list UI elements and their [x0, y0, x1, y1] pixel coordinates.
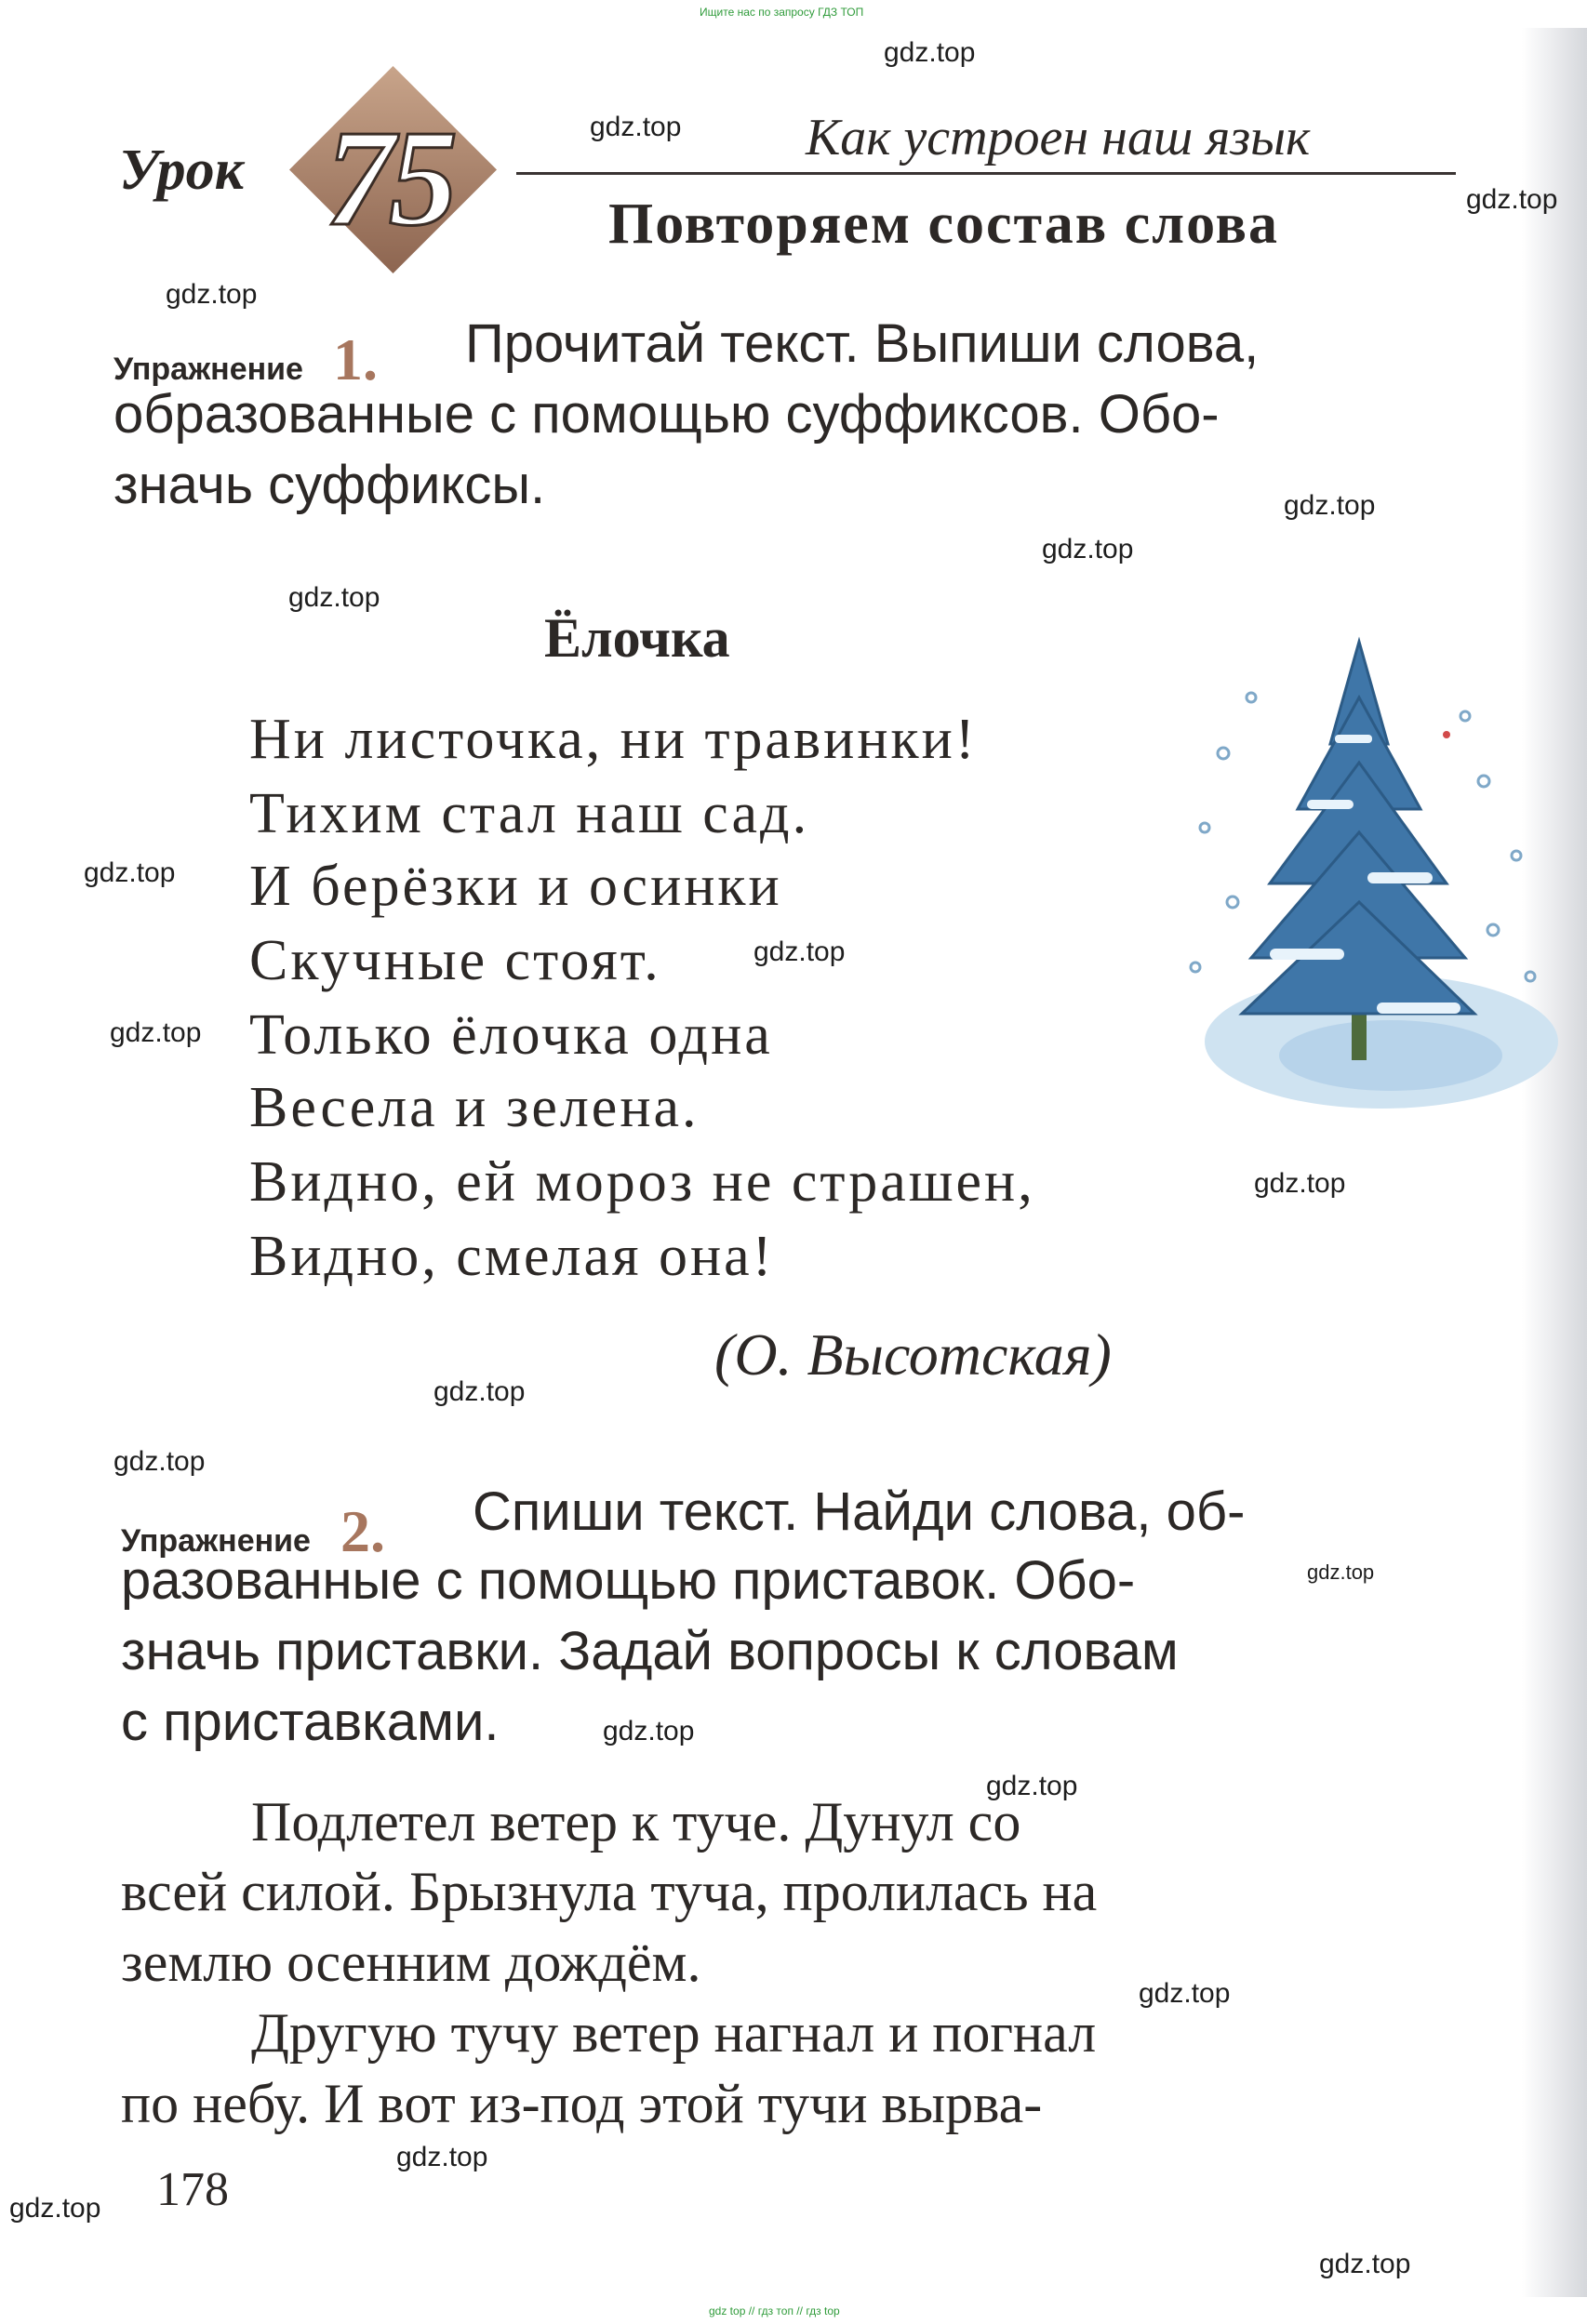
watermark: gdz.top — [753, 936, 846, 967]
poem-line: Видно, смелая она! — [249, 1225, 775, 1288]
bottom-link[interactable]: гдз top — [806, 2304, 840, 2317]
watermark: gdz.top — [603, 1716, 695, 1746]
title-divider — [516, 172, 1456, 175]
lesson-number: 75 — [326, 102, 452, 255]
exercise-number: 1. — [332, 326, 378, 392]
poem-line: Ни листочка, ни травинки! — [249, 708, 978, 771]
exercise-label: Упражнение — [121, 1523, 311, 1559]
poem-author: (О. Высотская) — [714, 1321, 1112, 1388]
section-title: Как устроен наш язык — [806, 109, 1311, 166]
story-line: землю осенним дождём. — [121, 1932, 701, 1993]
page-edge-shadow — [1522, 28, 1587, 2297]
watermark: gdz.top — [84, 857, 176, 888]
story-line: Другую тучу ветер нагнал и погнал — [251, 2002, 1097, 2064]
fir-tree-illustration — [1167, 632, 1558, 1116]
watermark: gdz.top — [166, 279, 258, 310]
exercise-2-line-3: значь приставки. Задай вопросы к словам — [121, 1621, 1179, 1681]
bottom-link[interactable]: гдз топ — [757, 2304, 794, 2317]
poem-line: Только ёлочка одна — [249, 1003, 773, 1067]
watermark: gdz.top — [1284, 490, 1376, 521]
exercise-1-line-1: Прочитай текст. Выпиши слова, — [465, 313, 1260, 374]
watermark: gdz.top — [113, 1446, 206, 1477]
watermark: gdz.top — [9, 2193, 101, 2224]
watermark: gdz.top — [1042, 534, 1134, 564]
watermark: gdz.top — [1139, 1978, 1231, 2009]
bottom-links — [709, 2304, 840, 2317]
watermark: gdz.top — [433, 1376, 526, 1407]
story-line: по небу. И вот из-под этой тучи вырва- — [121, 2073, 1043, 2134]
poem-line: И берёзки и осинки — [249, 855, 782, 918]
watermark: gdz.top — [590, 112, 682, 142]
watermark: gdz.top — [396, 2142, 488, 2172]
watermark: gdz.top — [986, 1771, 1078, 1801]
exercise-2-line-1: Спиши текст. Найди слова, об- — [473, 1481, 1246, 1542]
exercise-2-line-4: с приставками. — [121, 1692, 500, 1752]
watermark: gdz.top — [110, 1017, 202, 1048]
exercise-1-line-2: образованные с помощью суффиксов. Обо- — [113, 384, 1220, 445]
link-separator: // — [796, 2304, 803, 2317]
poem-line: Весела и зелена. — [249, 1076, 700, 1139]
watermark: gdz.top — [1254, 1168, 1346, 1199]
exercise-2-line-2: разованные с помощью приставок. Обо- — [121, 1550, 1136, 1611]
watermark: gdz.top — [1319, 2249, 1411, 2279]
story-line: Подлетел ветер к туче. Дунул со — [251, 1791, 1021, 1853]
watermark: gdz.top — [1307, 1560, 1375, 1584]
watermark: gdz.top — [884, 37, 976, 68]
watermark: gdz.top — [288, 582, 380, 613]
watermark: gdz.top — [1466, 184, 1558, 215]
poem-title: Ёлочка — [544, 607, 730, 669]
top-search-link[interactable]: Ищите нас по запросу ГДЗ ТОП — [700, 6, 864, 19]
exercise-label: Упражнение — [113, 352, 303, 387]
lesson-word: Урок — [119, 139, 245, 202]
lesson-title: Повторяем состав слова — [608, 193, 1280, 256]
bottom-link[interactable]: gdz top — [709, 2304, 746, 2317]
story-line: всей силой. Брызнула туча, пролилась на — [121, 1861, 1098, 1922]
exercise-1-line-3: значь суффиксы. — [113, 455, 546, 515]
page-number: 178 — [156, 2163, 229, 2216]
poem-line: Скучные стоят. — [249, 929, 661, 992]
poem-line: Видно, ей мороз не страшен, — [249, 1150, 1035, 1214]
link-separator: // — [748, 2304, 755, 2317]
poem-line: Тихим стал наш сад. — [249, 782, 810, 845]
exercise-number: 2. — [340, 1498, 385, 1564]
